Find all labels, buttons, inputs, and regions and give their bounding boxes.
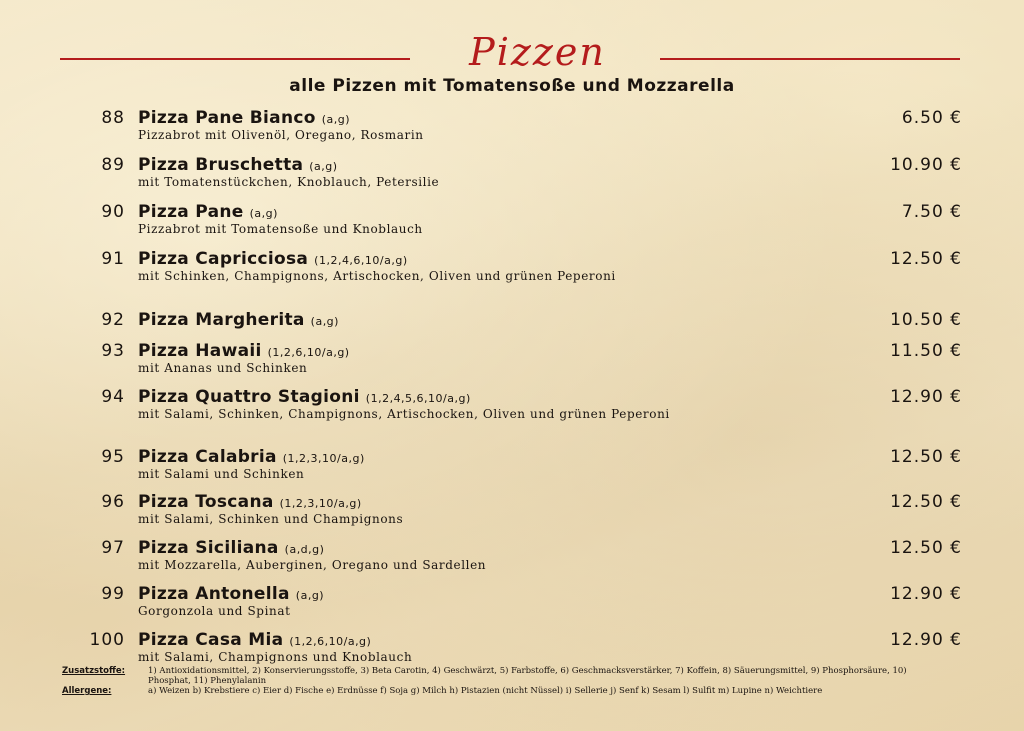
item-name: Pizza Casa Mia	[138, 630, 284, 650]
item-description: mit Tomatenstückchen, Knoblauch, Petersilie	[138, 175, 440, 189]
item-name: Pizza Pane	[138, 202, 244, 222]
allergens-label: Allergene:	[62, 686, 112, 696]
item-number: 100	[89, 630, 125, 650]
item-name: Pizza Margherita	[138, 310, 305, 330]
item-name: Pizza Quattro Stagioni	[138, 387, 360, 407]
item-number: 97	[101, 538, 125, 558]
item-description: Pizzabrot mit Tomatensoße und Knoblauch	[138, 222, 423, 236]
item-name: Pizza Pane Bianco	[138, 108, 316, 128]
item-codes: (1,2,4,6,10/a,g)	[314, 254, 408, 267]
item-number: 88	[101, 108, 125, 128]
item-description: mit Salami, Schinken, Champignons, Artischocken, Oliven und grünen Peperoni	[138, 407, 670, 421]
item-description: Gorgonzola und Spinat	[138, 604, 291, 618]
item-number: 95	[101, 447, 125, 467]
item-name: Pizza Calabria	[138, 447, 277, 467]
item-name: Pizza Siciliana	[138, 538, 279, 558]
item-codes: (a,g)	[249, 207, 278, 220]
allergens-legend	[62, 686, 962, 706]
item-name: Pizza Antonella	[138, 584, 290, 604]
item-number: 99	[101, 584, 125, 604]
item-description: mit Salami, Champignons und Knoblauch	[138, 650, 413, 664]
item-price: 12.90 €	[890, 584, 962, 604]
item-codes: (a,g)	[309, 160, 338, 173]
item-codes: (1,2,6,10/a,g)	[289, 635, 372, 648]
item-number: 89	[101, 155, 125, 175]
item-price: 12.50 €	[890, 538, 962, 558]
item-codes: (a,d,g)	[284, 543, 325, 556]
item-name: Pizza Capricciosa	[138, 249, 309, 269]
item-price: 10.90 €	[890, 155, 962, 175]
additives-legend	[62, 666, 962, 686]
item-codes: (a,g)	[321, 113, 351, 126]
additives-text: 1) Antioxidationsmittel, 2) Konservierungsstoffe, 3) Beta Carotin, 4) Geschwärzt, 5) Farbstoffe, 6) Geschmacksverstärker, 7) Koffein, 8) Säuerungsmittel, 9) Phosphorsäure, 10) Phosphat, 11) Phenylalanin	[148, 666, 907, 686]
item-number: 92	[101, 310, 125, 330]
item-description: Pizzabrot mit Olivenöl, Oregano, Rosmarin	[138, 128, 424, 142]
item-number: 91	[101, 249, 125, 269]
item-price: 12.50 €	[890, 492, 962, 512]
item-name: Pizza Hawaii	[138, 341, 262, 361]
item-number: 93	[101, 341, 125, 361]
title-divider-right	[660, 58, 960, 60]
allergens-text: a) Weizen b) Krebstiere c) Eier d) Fische e) Erdnüsse f) Soja g) Milch h) Pistazien (nicht Nüssel) i) Sellerie j) Senf k) Sesam l) Sulfit m) Lupine n) Weichtiere	[148, 686, 823, 696]
item-description: mit Ananas und Schinken	[138, 361, 308, 375]
page-subtitle: alle Pizzen mit Tomatensoße und Mozzarella	[289, 76, 735, 96]
item-description: mit Schinken, Champignons, Artischocken, Oliven und grünen Peperoni	[138, 269, 616, 283]
item-number: 96	[101, 492, 125, 512]
item-name: Pizza Bruschetta	[138, 155, 304, 175]
item-price: 6.50 €	[901, 108, 962, 128]
item-price: 12.90 €	[890, 387, 962, 407]
item-price: 7.50 €	[901, 202, 962, 222]
item-price: 12.90 €	[890, 630, 962, 650]
item-name: Pizza Toscana	[138, 492, 274, 512]
item-price: 11.50 €	[890, 341, 962, 361]
item-codes: (1,2,6,10/a,g)	[267, 346, 350, 359]
item-codes: (a,g)	[310, 315, 339, 328]
item-price: 12.50 €	[890, 447, 962, 467]
title-row	[60, 30, 960, 80]
additives-label: Zusatzstoffe:	[62, 666, 126, 676]
item-description: mit Mozzarella, Auberginen, Oregano und Sardellen	[138, 558, 487, 572]
item-number: 94	[101, 387, 125, 407]
item-codes: (a,g)	[295, 589, 325, 602]
title-divider-left	[60, 58, 410, 60]
page-title: Pizzen	[469, 30, 606, 74]
item-codes: (1,2,4,5,6,10/a,g)	[365, 392, 471, 405]
item-number: 90	[101, 202, 125, 222]
item-description: mit Salami und Schinken	[138, 467, 305, 481]
item-codes: (1,2,3,10/a,g)	[282, 452, 365, 465]
item-codes: (1,2,3,10/a,g)	[279, 497, 362, 510]
item-price: 12.50 €	[890, 249, 962, 269]
item-price: 10.50 €	[890, 310, 962, 330]
item-description: mit Salami, Schinken und Champignons	[138, 512, 404, 526]
